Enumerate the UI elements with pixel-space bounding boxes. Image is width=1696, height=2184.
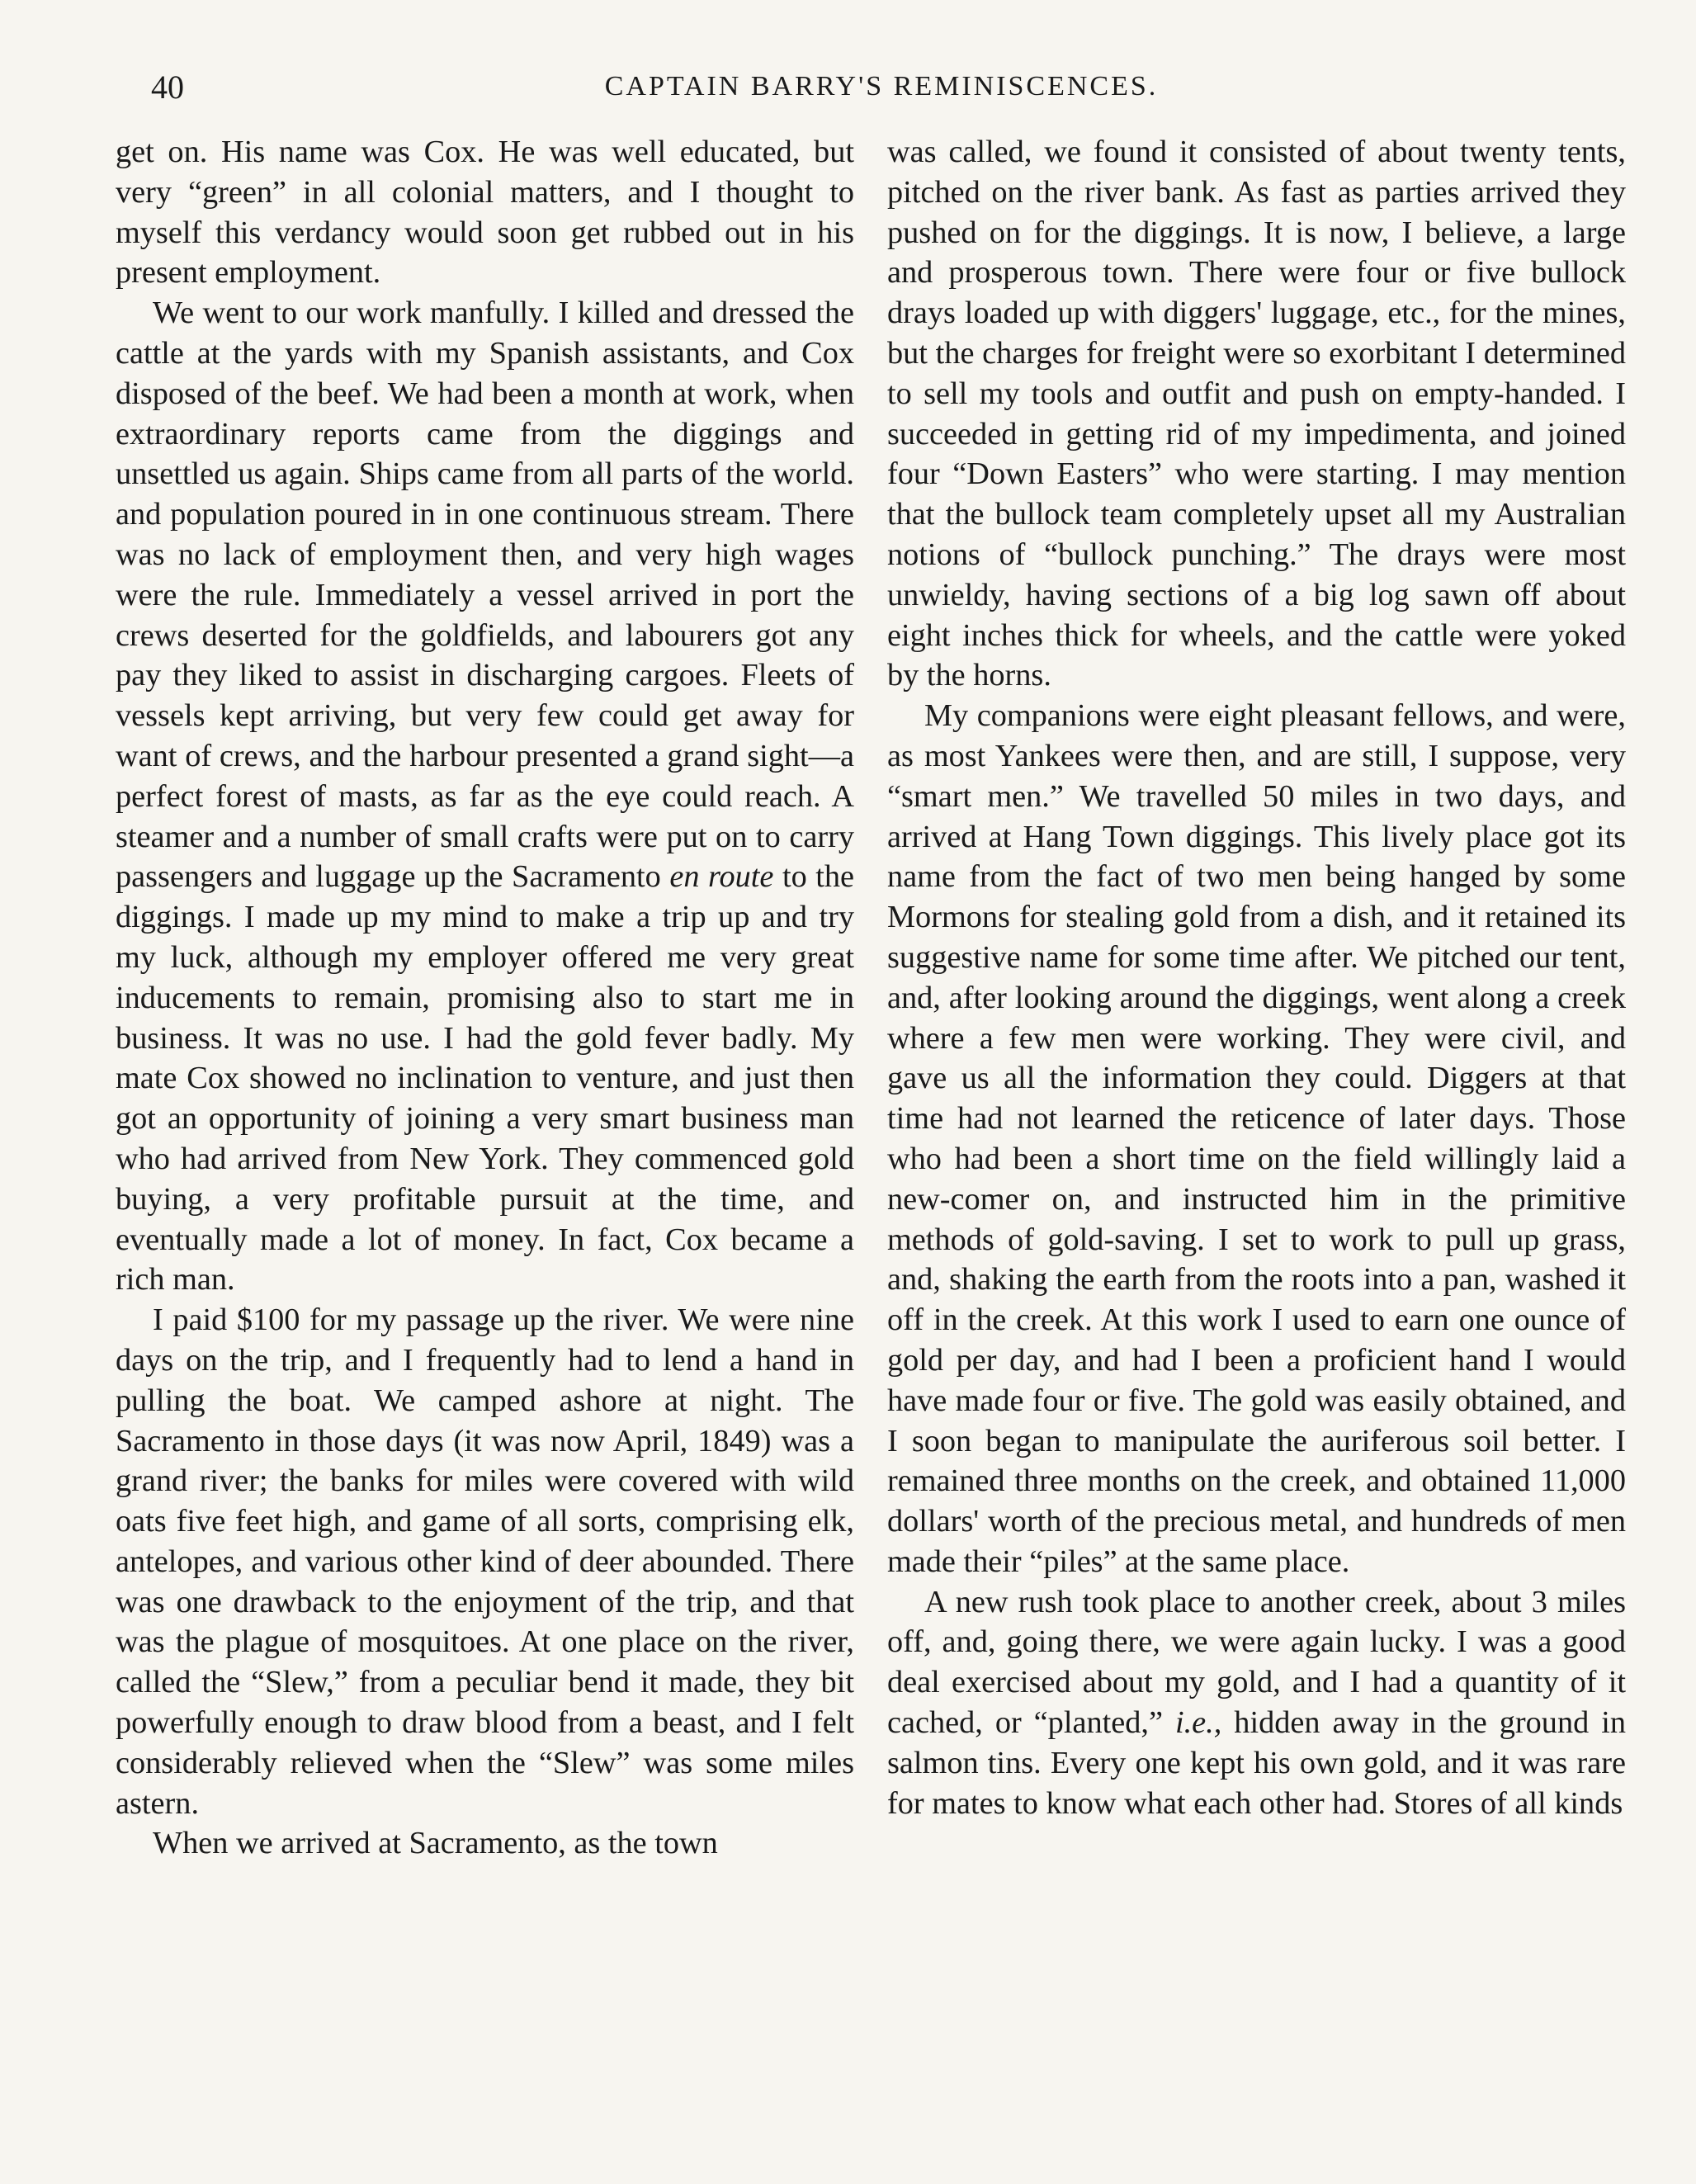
paragraph: When we arrived at Sacramento, as the town — [153, 1826, 718, 1861]
paragraph — [116, 293, 854, 1300]
paragraph: My companions were eight pleasant fellows, and were, as most Yankees were then, and are still, I suppose, very “smart men.” We travelled 50 miles in two days, and arrived at Hang Town diggings. This lively place got its name from the fact of two men being hanged by some Mormons for stealing gold from a dish, and it retained its suggestive name for some time after. We pitched our tent, and, after looking around the diggings, went along a creek where a few men were working. They were civil, and gave us all the information they could. Diggers at that time had not learned the reticence of later days. Those who had been a short time on the field willingly laid a new-comer on, and instructed him in the primitive methods of gold-saving. I set to work to pull up grass, and, shaking the earth from the roots into a pan, washed it off in the creek. At this work I used to earn one ounce of gold per day, and had I been a proficient hand I would have made four or five. The gold was easily obtained, and I soon began to manipulate the auriferous soil better. I remained three months on the creek, and obtained 11,000 dollars' worth of the precious metal, and hundreds of men made their “piles” at the same place. — [887, 698, 1626, 1579]
paragraph: I paid $100 for my passage up the river. We were nine days on the trip, and I frequently had to lend a hand in pulling the boat. We camped ashore at night. The Sacramento in those days (it was now April, 1849) was a grand river; the banks for miles were covered with wild oats five feet high, and game of all sorts, comprising elk, antelopes, and various other kind of deer abounded. There was one drawback to the enjoyment of the trip, and that was the plague of mosquitoes. At one place on the river, called the “Slew,” from a peculiar bend it made, they bit powerfully enough to draw blood from a beast, and I felt considerably relieved when the “Slew” was some miles astern. — [116, 1302, 854, 1821]
paragraph — [887, 1582, 1626, 1824]
paragraph-text: We went to our work manfully. I killed and dressed the cattle at the yards with my Spanish assistants, and Cox disposed of the beef. We had been a month at work, when extraordinary reports came from the diggings and unsettled us again. Ships came from all parts of the world. and population poured in in one continuous stream. There was no lack of employment then, and very high wages were the rule. Immediately a vessel arrived in port the crews deserted for the goldfields, and labourers got any pay they liked to assist in discharging cargoes. Fleets of vessels kept arriving, but very few could get away for want of crews, and the harbour presented a grand sight—a perfect forest of masts, as far as the eye could reach. A steamer and a number of small crafts were put on to carry passengers and luggage up the Sacramento — [116, 295, 854, 895]
right-column — [887, 132, 1626, 1823]
paragraph-text: hidden away in the ground in salmon tins. Every one kept his own gold, and it was rare for mates to know what each other had. Stores of all kinds — [887, 1705, 1626, 1821]
left-column — [116, 132, 854, 1864]
paragraph-text: to the diggings. I made up my mind to make a trip up and try my luck, although my employer offered me very great inducements to remain, promising also to start me in business. It was no use. I had the gold fever badly. My mate Cox showed no inclination to venture, and just then got an opportunity of joining a very smart business man who had arrived from New York. They commenced gold buying, a very profitable pursuit at the time, and eventually made a lot of money. In fact, Cox became a rich man. — [116, 859, 855, 1298]
page-number: 40 — [151, 69, 184, 106]
paragraph: get on. His name was Cox. He was well educated, but very “green” in all colonial matters, and I thought to myself this verdancy would soon get rubbed out in his present employment. — [116, 135, 854, 291]
page-header — [151, 68, 1612, 117]
italic-phrase: en route — [669, 859, 774, 895]
italic-phrase: i.e., — [1174, 1705, 1222, 1741]
paragraph-text: A new rush took place to another creek, about 3 miles off, and, going there, we were again lucky. I was a good deal exercised about my gold, and I had a quantity of it cached, or “planted,” — [887, 1584, 1626, 1741]
running-head: CAPTAIN BARRY'S REMINISCENCES. — [604, 71, 1159, 102]
paragraph: was called, we found it consisted of about twenty tents, pitched on the river bank. As fast as parties arrived they pushed on for the diggings. It is now, I believe, a large and prosperous town. There were four or five bullock drays loaded up with diggers' luggage, etc., for the mines, but the charges for freight were so exorbitant I determined to sell my tools and outfit and push on empty-handed. I succeeded in getting rid of my impedimenta, and joined four “Down Easters” who were starting. I may mention that the bullock team completely upset all my Australian notions of “bullock punching.” The drays were most unwieldy, having sections of a big log sawn off about eight inches thick for wheels, and the cattle were yoked by the horns. — [887, 135, 1626, 693]
